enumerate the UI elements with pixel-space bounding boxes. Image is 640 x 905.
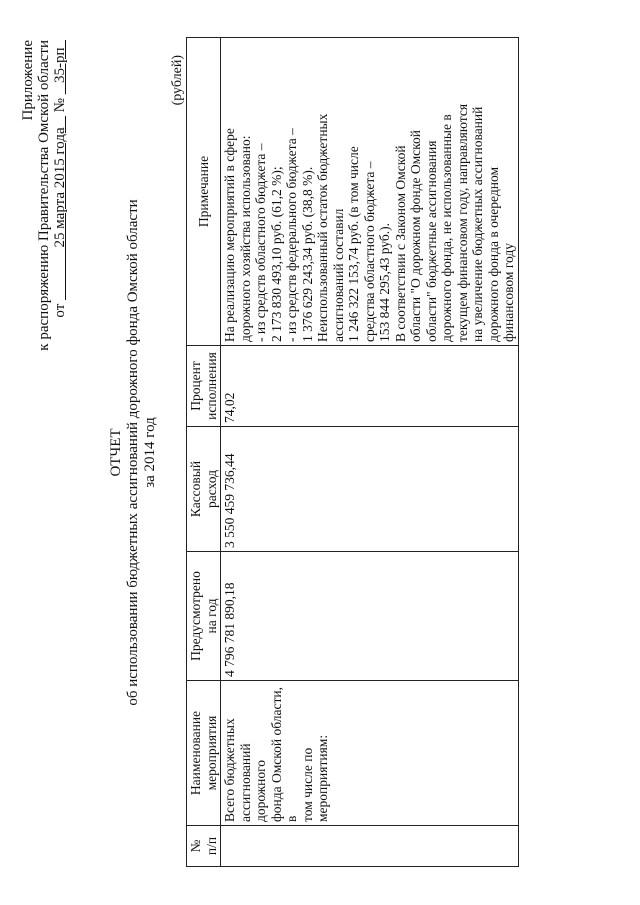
report-title — [108, 0, 159, 905]
report-table — [186, 37, 519, 867]
cell-plan: 4 796 781 890,18 — [221, 552, 519, 681]
header-num: № п/п — [187, 826, 221, 867]
appendix-header — [20, 40, 68, 460]
appendix-label: Приложение — [20, 40, 36, 121]
table-header-row — [187, 38, 221, 867]
title-line-3: за 2014 год — [142, 417, 158, 488]
cell-num — [221, 826, 519, 867]
cell-name: Всего бюджетных ассигнований дорожного фонда Омской области, в том числе по мероприятиям: — [221, 681, 519, 826]
order-date: 25 марта 2015 года — [52, 127, 68, 248]
number-label: № — [52, 98, 68, 113]
title-line-2: об использовании бюджетных ассигнований дорожного фонда Омской области — [125, 199, 141, 706]
header-fact: Кассовый расход — [187, 427, 221, 552]
table-row — [221, 38, 519, 867]
from-label: от — [52, 303, 68, 318]
cell-note: На реализацию мероприятий в сфере дорожного хозяйства использовано: - из средств областного бюджета – 2 173 830 493,10 руб. (61,2 %); - из средств федерального бюджета – 1 376 629 243,34 руб. (38,8 %). Неиспользованный остаток бюджетных ассигнований составил 1 246 322 153,74 руб. (в том числе средства областного бюджета – 153 844 295,43 руб.). В соответствии с Законом Омской области "О дорожном фонде Омской области" бюджетные ассигнования дорожного фонда, не использованные в текущем финансовом году, направляются на увеличение бюджетных ассигнований дорожного фонда в очередном финансовом году — [221, 38, 519, 346]
cell-pct: 74,02 — [221, 346, 519, 427]
header-name: Наименование мероприятия — [187, 681, 221, 826]
header-pct: Процент исполнения — [187, 346, 221, 427]
header-plan: Предусмотрено на год — [187, 552, 221, 681]
units-label: (рублей) — [170, 55, 185, 106]
cell-fact: 3 550 459 736,44 — [221, 427, 519, 552]
order-number: 35-рп — [52, 47, 68, 84]
appendix-date-line — [52, 40, 68, 460]
appendix-order-ref: к распоряжению Правительства Омской области — [36, 40, 52, 351]
header-note: Примечание — [187, 38, 221, 346]
title-line-1: ОТЧЕТ — [108, 428, 124, 477]
